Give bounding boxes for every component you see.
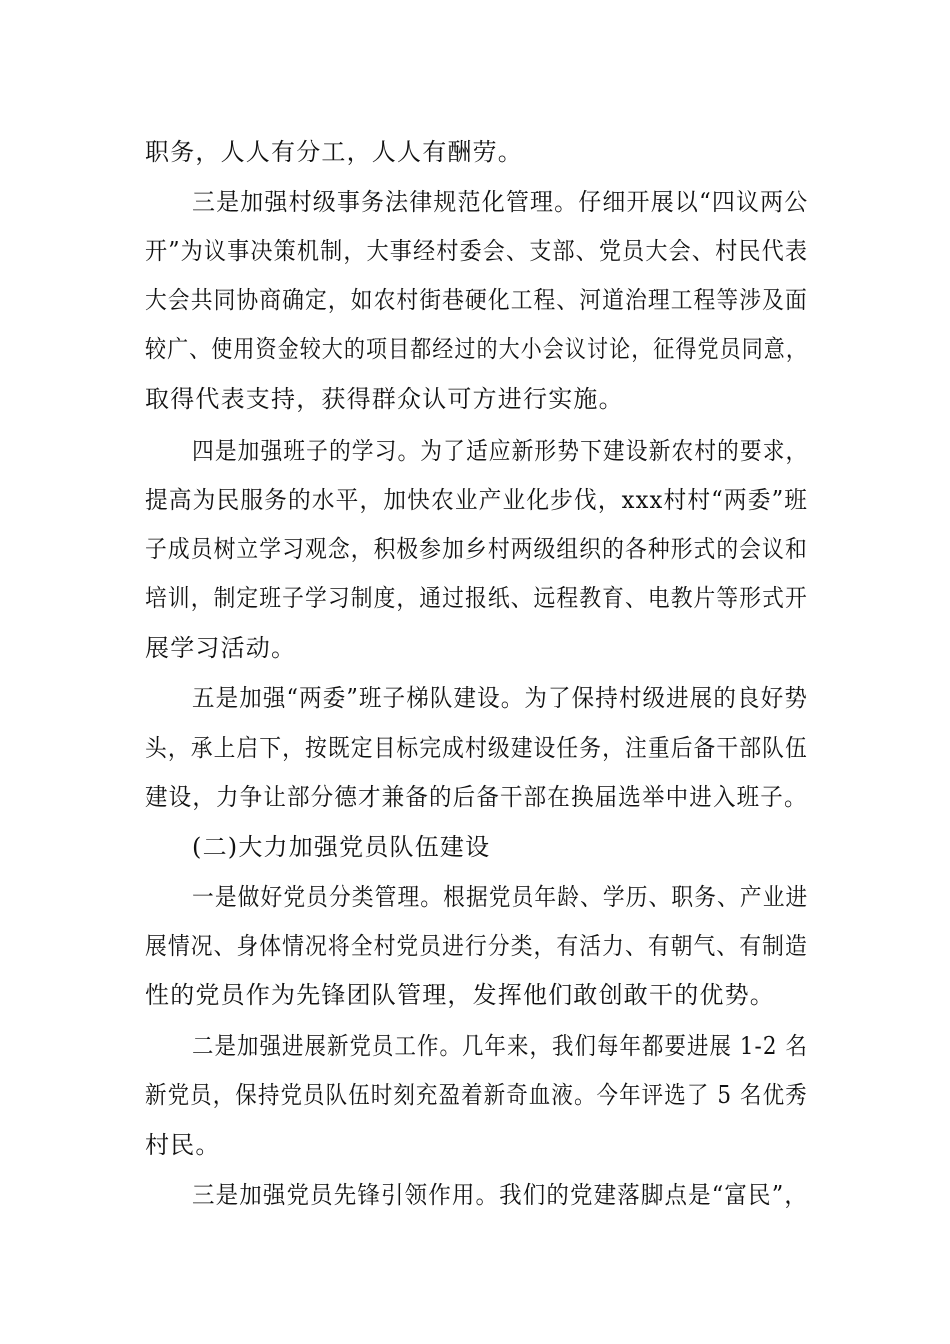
text-line: 展学习活动。 (145, 634, 297, 662)
text-line: 职务，人人有分工，人人有酬劳。 (145, 138, 523, 166)
text-line: 三是加强党员先锋引领作用。我们的党建落脚点是“富民”， (192, 1181, 808, 1209)
section-heading: (二)大力加强党员队伍建设 (192, 833, 491, 861)
text-line: 培训，制定班子学习制度，通过报纸、远程教育、电教片等形式开 (145, 584, 808, 612)
text-line: 展情况、身体情况将全村党员进行分类，有活力、有朝气、有制造 (145, 932, 808, 960)
text-line: 四是加强班子的学习。为了适应新形势下建设新农村的要求， (192, 437, 809, 465)
text-line: 一是做好党员分类管理。根据党员年龄、学历、职务、产业进 (192, 883, 809, 911)
text-line: 子成员树立学习观念，积极参加乡村两级组织的各种形式的会议和 (145, 535, 808, 563)
text-line: 三是加强村级事务法律规范化管理。仔细开展以“四议两公 (192, 188, 809, 216)
text-line: 建设，力争让部分德才兼备的后备干部在换届选举中进入班子。 (145, 783, 808, 811)
text-line: 较广、使用资金较大的项目都经过的大小会议讨论，征得党员同意， (145, 335, 809, 363)
text-line: 大会共同协商确定，如农村街巷硬化工程、河道治理工程等涉及面 (145, 286, 808, 314)
text-line: 开”为议事决策机制，大事经村委会、支部、党员大会、村民代表 (145, 237, 809, 265)
text-line: 性的党员作为先锋团队管理，发挥他们敢创敢干的优势。 (145, 981, 775, 1009)
text-line: 提高为民服务的水平，加快农业产业化步伐，xxx村村“两委”班 (145, 486, 809, 514)
text-line: 村民。 (145, 1131, 221, 1159)
text-line: 头，承上启下，按既定目标完成村级建设任务，注重后备干部队伍 (145, 734, 808, 762)
text-line: 新党员，保持党员队伍时刻充盈着新奇血液。今年评选了 5 名优秀 (145, 1081, 808, 1109)
text-line: 取得代表支持，获得群众认可方进行实施。 (145, 385, 624, 413)
text-line: 五是加强“两委”班子梯队建设。为了保持村级进展的良好势 (192, 684, 808, 712)
text-line: 二是加强进展新党员工作。几年来，我们每年都要进展 1-2 名 (192, 1032, 808, 1060)
